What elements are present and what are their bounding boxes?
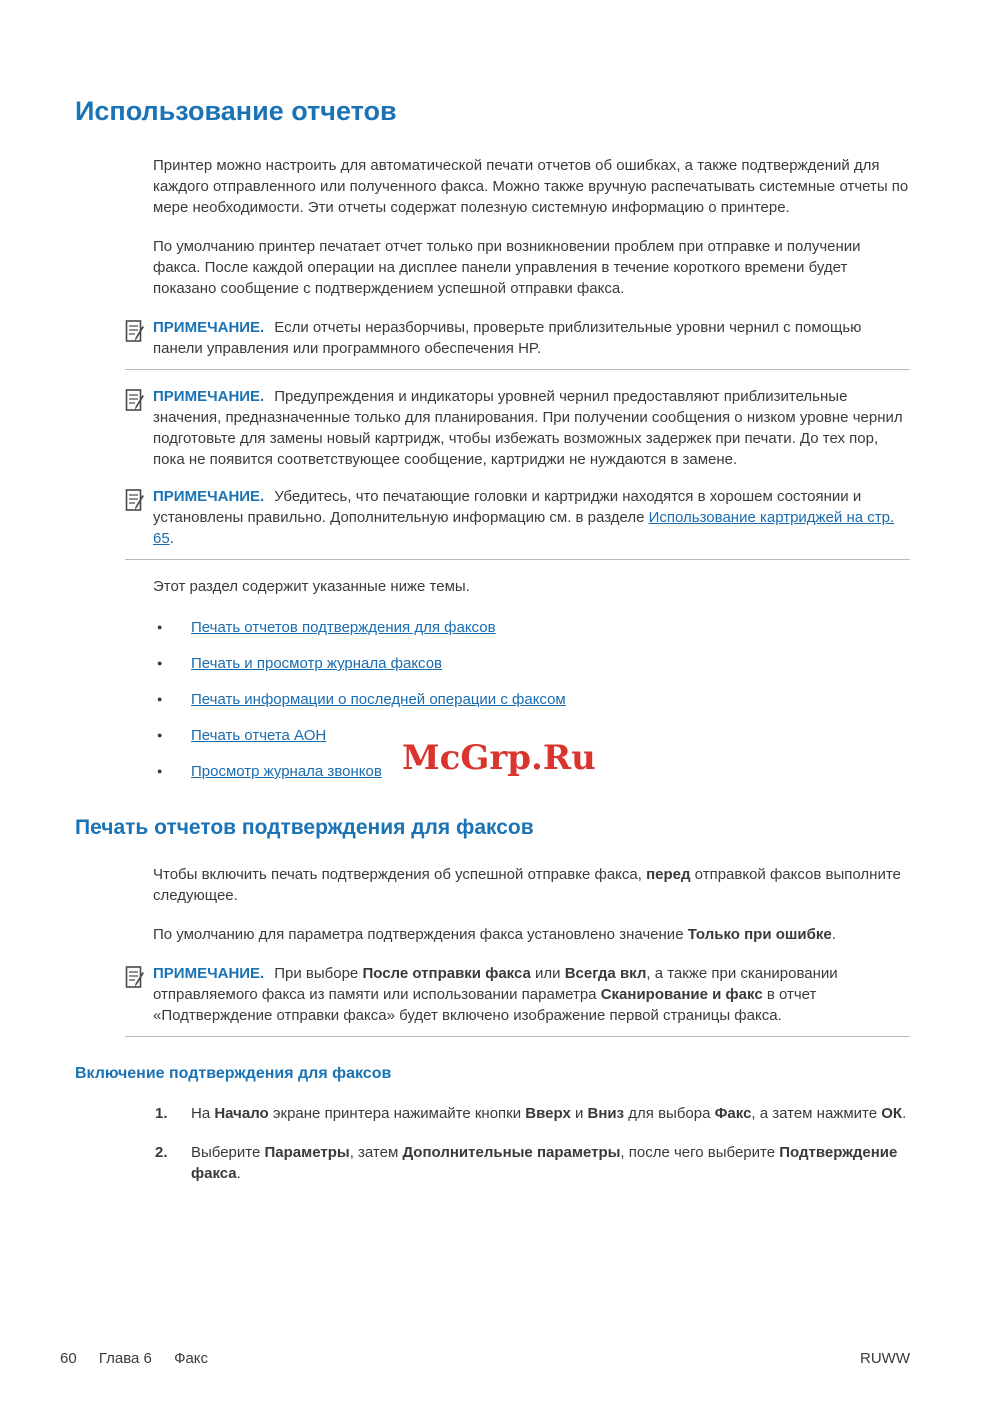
bullet-icon: ●: [157, 622, 163, 632]
note-label: ПРИМЕЧАНИЕ.: [153, 388, 265, 405]
topic-link[interactable]: Печать отчетов подтверждения для факсов: [191, 619, 496, 636]
list-item: [157, 725, 910, 746]
note-label: ПРИМЕЧАНИЕ.: [153, 965, 265, 982]
note-paragraph: [153, 386, 910, 470]
topic-link[interactable]: Печать и просмотр журнала факсов: [191, 655, 443, 672]
note-text: Предупреждения и индикаторы уровней чернил предоставляют приблизительные значения, предназначенные только для планирования. При получении сообщения о низком уровне чернил подготовьте для замены новый картридж, чтобы избежать возможных задержек при печати. До тех пор, пока не появится соответствующее сообщение, картриджи не нуждаются в замене.: [153, 388, 903, 468]
topics-list: [157, 617, 910, 782]
note-icon: [125, 965, 145, 994]
footer-chapter: Глава 6: [98, 1350, 152, 1367]
note-text: При выборе После отправки факса или Всегда вкл, а также при сканировании отправляемого факса из памяти или использовании параметра Сканирование и факс в отчет «Подтверждение отправки факса» будет включено изображение первой страницы факса.: [153, 965, 838, 1024]
list-item: [157, 653, 910, 674]
footer-left: [60, 1350, 208, 1367]
list-item: [157, 617, 910, 638]
footer-ruww: RUWW: [860, 1350, 910, 1367]
footer-page-number: 60: [60, 1350, 77, 1367]
note-block: [125, 317, 910, 359]
note-block: [125, 386, 910, 470]
topics-intro: Этот раздел содержит указанные ниже темы.: [153, 578, 470, 595]
note-paragraph: [153, 486, 910, 549]
footer-chapter-title: Факс: [174, 1350, 209, 1367]
note-label: ПРИМЕЧАНИЕ.: [153, 488, 265, 505]
step-number: 2.: [155, 1144, 168, 1161]
topic-link[interactable]: Печать отчета АОН: [191, 727, 327, 744]
section-paragraph-1: Чтобы включить печать подтверждения об успешной отправке факса, перед отправкой факсов выполните следующее.: [153, 866, 901, 904]
divider: [125, 1036, 910, 1037]
topic-link[interactable]: Просмотр журнала звонков: [191, 763, 382, 780]
step-text: Выберите Параметры, затем Дополнительные параметры, после чего выберите Подтверждение факса.: [191, 1144, 898, 1182]
step-item: [155, 1103, 910, 1124]
divider: [125, 559, 910, 560]
list-item: [157, 761, 910, 782]
document-page: [0, 96, 1000, 1427]
step-item: [155, 1142, 910, 1184]
intro-paragraph-2: По умолчанию принтер печатает отчет только при возникновении проблем при отправке и получении факса. После каждой операции на дисплее панели управления в течение короткого времени будет показано сообщение с подтверждением успешной отправки факса.: [153, 238, 861, 297]
note-block: [125, 963, 910, 1026]
section-heading: Печать отчетов подтверждения для факсов: [75, 816, 534, 839]
note-paragraph: [153, 963, 910, 1026]
sub-heading: Включение подтверждения для факсов: [75, 1065, 392, 1082]
inline-link[interactable]: Использование картриджей на стр. 65: [153, 509, 895, 547]
bullet-icon: ●: [157, 730, 163, 740]
bullet-icon: ●: [157, 694, 163, 704]
note-label: ПРИМЕЧАНИЕ.: [153, 319, 265, 336]
intro-paragraph-1: Принтер можно настроить для автоматической печати отчетов об ошибках, а также подтверждений для каждого отправленного или полученного факса. Можно также вручную распечатывать системные отчеты по мере необходимости. Эти отчеты содержат полезную системную информацию о принтере.: [153, 157, 909, 216]
note-paragraph: [153, 317, 910, 359]
note-icon: [125, 488, 145, 517]
steps-list: [155, 1103, 910, 1184]
step-text: На Начало экране принтера нажимайте кнопки Вверх и Вниз для выбора Факс, а затем нажмите ОК.: [191, 1105, 907, 1122]
section-paragraph-2: По умолчанию для параметра подтверждения факса установлено значение Только при ошибке.: [153, 926, 836, 943]
list-item: [157, 689, 910, 710]
note-icon: [125, 388, 145, 417]
page-footer: [60, 1350, 910, 1367]
watermark: McGrp.Ru: [402, 738, 596, 778]
note-icon: [125, 319, 145, 348]
note-text: Убедитесь, что печатающие головки и картриджи находятся в хорошем состоянии и установлены правильно. Дополнительную информацию см. в разделе Использование картриджей на стр. 65.: [153, 488, 895, 547]
topic-link[interactable]: Печать информации о последней операции с факсом: [191, 691, 566, 708]
note-text: Если отчеты неразборчивы, проверьте приблизительные уровни чернил с помощью панели управления или программного обеспечения HP.: [153, 319, 862, 357]
step-number: 1.: [155, 1105, 168, 1122]
divider: [125, 369, 910, 370]
page-title: Использование отчетов: [75, 96, 397, 126]
bullet-icon: ●: [157, 658, 163, 668]
bullet-icon: ●: [157, 766, 163, 776]
note-block: [125, 486, 910, 549]
